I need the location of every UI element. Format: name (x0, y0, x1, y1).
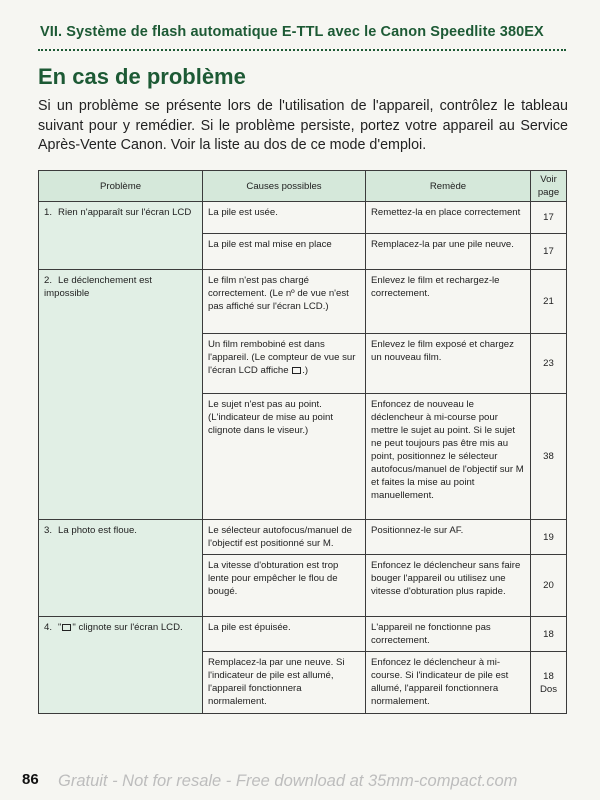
remedy-cell: Positionnez-le sur AF. (366, 520, 531, 555)
table-row (39, 270, 567, 334)
problem-text: Le déclenchement est impossible (44, 275, 152, 299)
problem-text: " clignote sur l'écran LCD. (72, 622, 183, 633)
cause-cell: La pile est usée. (203, 202, 366, 234)
chapter-heading: VII. Système de flash automatique E-TTL avec le Canon Speedlite 380EX (40, 24, 544, 40)
cause-cell (203, 334, 366, 394)
film-rewound-icon (292, 367, 301, 374)
problem-text: La photo est floue. (58, 525, 137, 536)
problem-cell (39, 520, 203, 617)
problem-text: Rien n'apparaît sur l'écran LCD (58, 207, 192, 218)
problem-cell (39, 202, 203, 270)
cause-cell: La pile est mal mise en place (203, 234, 366, 270)
troubleshooting-table (38, 170, 567, 714)
problem-text-prefix: " (58, 622, 62, 633)
remedy-cell: Enfoncez le déclencheur à mi-course. Si l'indicateur de pile est allumé, l'appareil fonctionnera normalement. (366, 652, 531, 714)
cause-text-end: .) (302, 365, 309, 376)
battery-icon (62, 624, 71, 631)
page-number: 86 (22, 771, 39, 788)
table-row (39, 202, 567, 234)
remedy-cell: Remettez-la en place correctement (366, 202, 531, 234)
page-cell: 18 Dos (531, 652, 567, 714)
cause-cell: Remplacez-la par une neuve. Si l'indicateur de pile est allumé, l'appareil fonctionnera normalement. (203, 652, 366, 714)
section-title: En cas de problème (38, 64, 246, 89)
cause-cell: La vitesse d'obturation est trop lente pour empêcher le flou de bougé. (203, 555, 366, 617)
cause-cell: La pile est épuisée. (203, 617, 366, 652)
problem-number: 1. (44, 207, 53, 218)
cause-cell: Le sujet n'est pas au point. (L'indicateur de mise au point clignote dans le viseur.) (203, 394, 366, 520)
problem-number: 4. (44, 622, 53, 633)
header-causes: Causes possibles (203, 171, 366, 202)
remedy-cell: Enfoncez de nouveau le déclencheur à mi-course pour mettre le sujet au point. Si le sujet ne peut toujours pas être mis au point, positionnez le sélecteur autofocus/manuel de l'objectif sur M et faites la mise au point manuellement. (366, 394, 531, 520)
problem-number: 3. (44, 525, 53, 536)
page-cell: 20 (531, 555, 567, 617)
header-remedy: Remède (366, 171, 531, 202)
page-cell: 23 (531, 334, 567, 394)
cause-text: Un film rembobiné est dans l'appareil. (Le compteur de vue sur l'écran LCD affiche (208, 339, 356, 376)
intro-paragraph: Si un problème se présente lors de l'utilisation de l'appareil, contrôlez le tableau suivant pour y remédier. Si le problème persiste, portez votre appareil au Service Après-Vente Canon. Voir la liste au dos de ce mode d'emploi. (38, 98, 568, 153)
cause-cell: Le film n'est pas chargé correctement. (Le nº de vue n'est pas affiché sur l'écran LCD.) (203, 270, 366, 334)
remedy-cell: L'appareil ne fonctionne pas correctement. (366, 617, 531, 652)
page-cell: 17 (531, 234, 567, 270)
table-header-row (39, 171, 567, 202)
cause-cell: Le sélecteur autofocus/manuel de l'objectif est positionné sur M. (203, 520, 366, 555)
remedy-cell: Enlevez le film exposé et chargez un nouveau film. (366, 334, 531, 394)
remedy-cell: Remplacez-la par une pile neuve. (366, 234, 531, 270)
page-cell: 17 (531, 202, 567, 234)
problem-cell (39, 617, 203, 714)
chapter-rule (38, 49, 566, 54)
page-cell: 19 (531, 520, 567, 555)
watermark-footer: Gratuit - Not for resale - Free download at 35mm-compact.com (58, 772, 518, 790)
table-row (39, 617, 567, 652)
page-cell: 18 (531, 617, 567, 652)
remedy-cell: Enlevez le film et rechargez-le correctement. (366, 270, 531, 334)
problem-cell (39, 270, 203, 520)
table-row (39, 520, 567, 555)
page-cell: 38 (531, 394, 567, 520)
remedy-cell: Enfoncez le déclencheur sans faire bouger l'appareil ou utilisez une vitesse d'obturation plus rapide. (366, 555, 531, 617)
problem-number: 2. (44, 275, 53, 286)
page-cell: 21 (531, 270, 567, 334)
header-problem: Problème (39, 171, 203, 202)
header-page: Voir page (531, 171, 567, 202)
